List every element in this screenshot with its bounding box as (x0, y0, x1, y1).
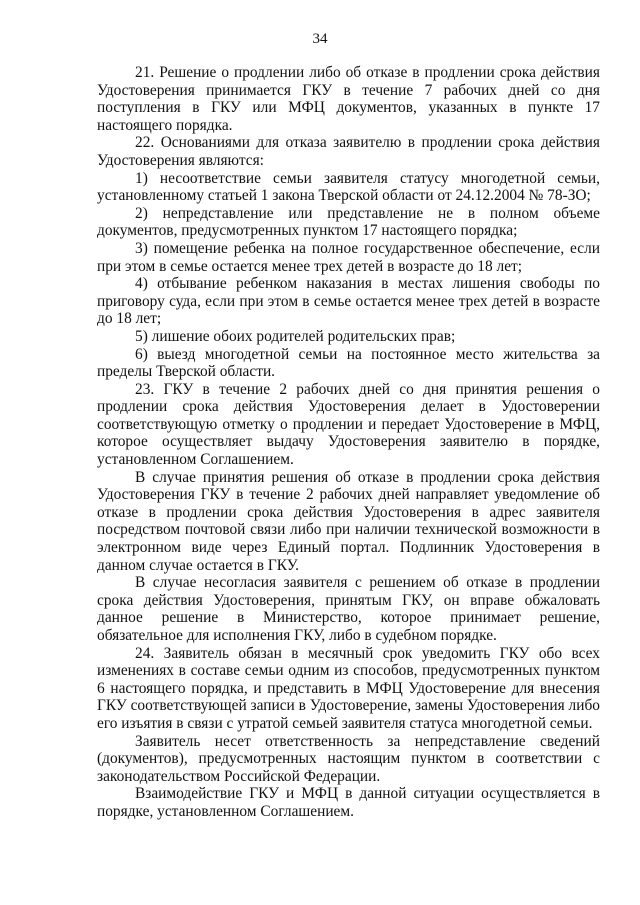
list-item-22-3: 3) помещение ребенка на полное государственное обеспечение, если при этом в семье остается менее трех детей в возрасте до 18 лет; (97, 239, 600, 275)
list-item-22-2: 2) непредставление или представление не в полном объеме документов, предусмотренных пунктом 17 настоящего порядка; (97, 204, 600, 240)
list-item-22-1: 1) несоответствие семьи заявителя статусу многодетной семьи, установленному статьей 1 закона Тверской области от 24.12.2004 № 78-ЗО; (97, 169, 600, 205)
list-item-22-6: 6) выезд многодетной семьи на постоянное место жительства за пределы Тверской области. (97, 345, 600, 381)
document-body (97, 64, 600, 821)
paragraph-23: 23. ГКУ в течение 2 рабочих дней со дня принятия решения о продлении срока действия Удостоверения делает в Удостоверении соответствующую отметку о продлении и передает Удостоверение в МФЦ, которое осуществляет выдачу Удостоверения заявителю в порядке, установленном Соглашением. (97, 380, 600, 469)
paragraph-24-interaction: Взаимодействие ГКУ и МФЦ в данной ситуации осуществляется в порядке, установленном Соглашением. (97, 785, 600, 820)
paragraph-23-appeal: В случае несогласия заявителя с решением об отказе в продлении срока действия Удостоверения, принятым ГКУ, он вправе обжаловать данное решение в Министерство, которое принимает решение, обязательное для исполнения ГКУ, либо в судебном порядке. (97, 574, 600, 644)
paragraph-22: 22. Основаниями для отказа заявителю в продлении срока действия Удостоверения являются: (97, 134, 600, 169)
paragraph-24: 24. Заявитель обязан в месячный срок уведомить ГКУ обо всех изменениях в составе семьи одним из способов, предусмотренных пунктом 6 настоящего порядка, и представить в МФЦ Удостоверение для внесения ГКУ соответствующей записи в Удостоверение, замены Удостоверения либо его изъятия в связи с утратой семьей заявителя статуса многодетной семьи. (97, 644, 600, 732)
paragraph-23-refusal: В случае принятия решения об отказе в продлении срока действия Удостоверения ГКУ в течение 2 рабочих дней направляет уведомление об отказе в продлении срока действия Удостоверения в адрес заявителя посредством почтовой связи либо при наличии технической возможности в электронном виде через Единый портал. Подлинник Удостоверения в данном случае остается в ГКУ. (97, 468, 600, 574)
page-number: 34 (312, 31, 328, 47)
paragraph-24-responsibility: Заявитель несет ответственность за непредставление сведений (документов), предусмотренных настоящим пунктом в соответствии с законодательством Российской Федерации. (97, 732, 600, 785)
list-item-22-4: 4) отбывание ребенком наказания в местах лишения свободы по приговору суда, если при этом в семье остается менее трех детей в возрасте до 18 лет; (97, 275, 600, 328)
paragraph-21: 21. Решение о продлении либо об отказе в продлении срока действия Удостоверения принимается ГКУ в течение 7 рабочих дней со дня поступления в ГКУ или МФЦ документов, указанных в пункте 17 настоящего порядка. (97, 64, 600, 134)
list-item-22-5: 5) лишение обоих родителей родительских прав; (135, 327, 456, 345)
